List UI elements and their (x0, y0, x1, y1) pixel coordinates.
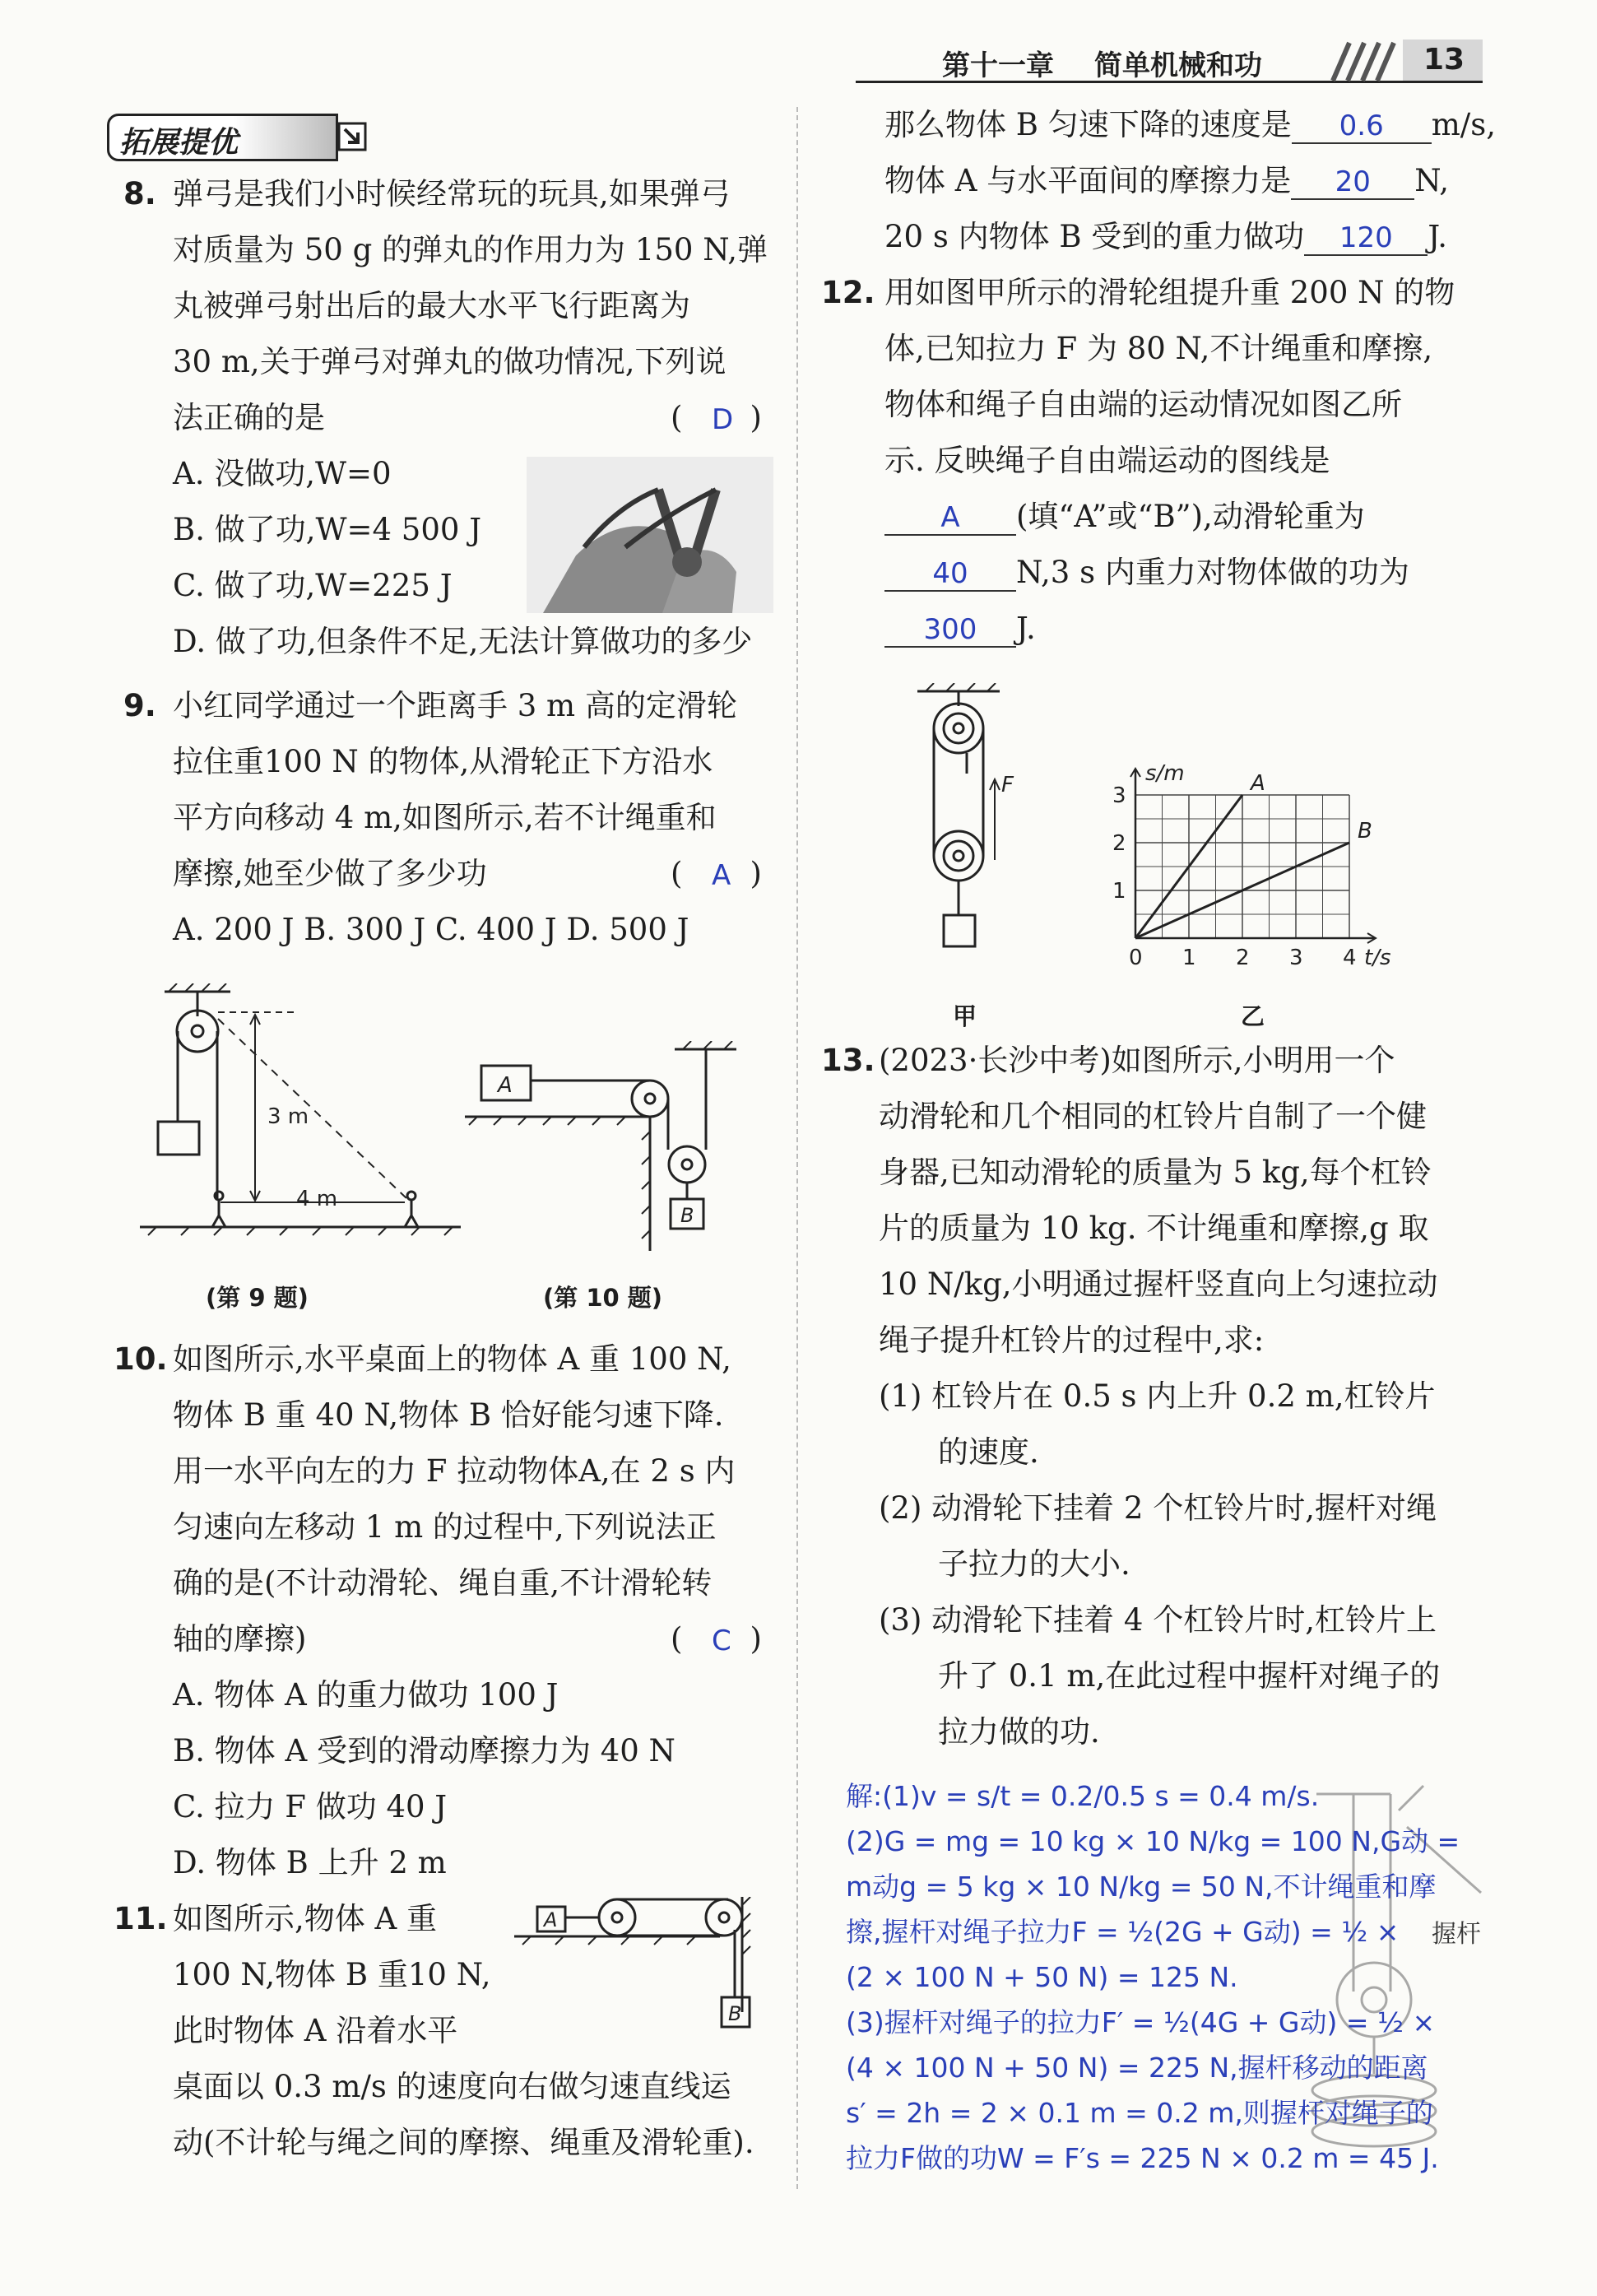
fig12-jia-caption: 甲 (953, 1002, 977, 1030)
q11-cont-line (884, 161, 1449, 201)
q8-line: 30 m,关于弹弓对弹丸的做功情况,下列说 (173, 344, 727, 379)
q10-line: 确的是(不计动滑轮、绳自重,不计滑轮转 (173, 1565, 713, 1601)
q13-sub-3: (3) 动滑轮下挂着 4 个杠铃片时,杠铃片上 (879, 1602, 1437, 1638)
solution-line: (3)握杆对绳子的拉力F′ = ½(4G + G动) = ½ × (846, 2006, 1436, 2038)
header-stripes (1325, 41, 1399, 82)
solution-line: (2)G = mg = 10 kg × 10 N/kg = 100 N,G动 = (846, 1825, 1460, 1857)
fig12-force-label: F (1001, 773, 1014, 797)
series-label-A: A (1251, 771, 1265, 796)
fig9-distance-label: 4 m (296, 1187, 338, 1211)
q13-sub-2: 子拉力的大小. (938, 1546, 1130, 1582)
q12-blank-text: J. (1016, 611, 1036, 646)
q11-number: 11. (114, 1901, 168, 1936)
q13-sub-3: 拉力做的功. (938, 1714, 1100, 1750)
q10-option: C. 拉力 F 做功 40 J (173, 1789, 448, 1824)
q13-line: (2023·长沙中考)如图所示,小明用一个 (879, 1043, 1395, 1078)
solution-line: (4 × 100 N + 50 N) = 225 N,握杆移动的距离 (846, 2052, 1428, 2084)
y-axis-label: s/m (1145, 761, 1185, 786)
q11-line: 如图所示,物体 A 重 (173, 1901, 438, 1936)
q12-line: 用如图甲所示的滑轮组提升重 200 N 的物 (884, 275, 1455, 310)
q9-answer: A (712, 859, 731, 892)
figure-9 (140, 983, 461, 1255)
figure-11 (514, 1897, 765, 2045)
x-tick-label: 4 (1343, 946, 1357, 970)
solution-line: (2 × 100 N + 50 N) = 125 N. (846, 1961, 1238, 1993)
q11-line: 此时物体 A 沿着水平 (173, 2013, 458, 2048)
header-section: 简单机械和功 (1094, 49, 1262, 82)
header-chapter: 第十一章 (942, 49, 1054, 82)
q13-sub-1: 的速度. (938, 1434, 1039, 1470)
fig10-label-a: A (498, 1073, 513, 1098)
q12-line: 示. 反映绳子自由端运动的图线是 (884, 443, 1330, 478)
q13-line: 10 N/kg,小明通过握杆竖直向上匀速拉动 (879, 1267, 1438, 1302)
solution-line: s′ = 2h = 2 × 0.1 m = 0.2 m,则握杆对绳子的 (846, 2097, 1433, 2129)
q13-line: 动滑轮和几个相同的杠铃片自制了一个健 (879, 1099, 1427, 1134)
slingshot-photo (527, 457, 773, 613)
q9-options: A. 200 J B. 300 J C. 400 J D. 500 J (173, 912, 689, 947)
q10-option: D. 物体 B 上升 2 m (173, 1845, 447, 1880)
q12-blank-text: (填“A”或“B”),动滑轮重为 (1016, 499, 1365, 534)
q9-answer-paren: ( ) (671, 856, 762, 891)
q8-option: B. 做了功,W=4 500 J (173, 512, 482, 547)
q11-answer-work: 120 (1339, 221, 1393, 254)
solution-line: m动g = 5 kg × 10 N/kg = 50 N,不计绳重和摩 (846, 1871, 1437, 1903)
section-banner (107, 114, 338, 161)
banner-arrow-icon (337, 122, 367, 151)
q12-line: 物体和绳子自由端的运动情况如图乙所 (884, 387, 1402, 422)
q13-sub-3: 升了 0.1 m,在此过程中握杆对绳子的 (938, 1658, 1441, 1694)
fig13-handle-label: 握杆 (1432, 1920, 1481, 1949)
banner-title: 拓展提优 (119, 125, 239, 160)
q11-cont-text: 物体 A 与水平面间的摩擦力是 (884, 163, 1292, 198)
q10-number: 10. (114, 1341, 168, 1377)
q8-option: C. 做了功,W=225 J (173, 568, 453, 603)
y-tick-label: 3 (1112, 783, 1126, 808)
q8-option: A. 没做功,W=0 (173, 456, 392, 491)
figure-10 (465, 1041, 745, 1255)
q11-cont-line (884, 105, 1496, 145)
fig11-label-b: B (728, 2002, 742, 2025)
q11-line: 桌面以 0.3 m/s 的速度向右做匀速直线运 (173, 2069, 731, 2104)
q10-option: B. 物体 A 受到的滑动摩擦力为 40 N (173, 1733, 675, 1768)
q10-line: 用一水平向左的力 F 拉动物体A,在 2 s 内 (173, 1453, 736, 1489)
q12-blank-line (884, 609, 1036, 648)
solution-line: 拉力F做的功W = F′s = 225 N × 0.2 m = 45 J. (846, 2142, 1439, 2174)
q11-cont-unit: m/s, (1431, 107, 1497, 142)
q12-blank-line (884, 497, 1365, 537)
x-tick-label: 3 (1289, 946, 1303, 970)
fig10-caption: (第 10 题) (543, 1284, 663, 1312)
q8-answer: D (712, 403, 734, 436)
q12-answer-work: 300 (923, 613, 977, 646)
figure-12-jia (909, 683, 1033, 963)
q13-number: 13. (821, 1043, 875, 1078)
q13-line: 绳子提升杠铃片的过程中,求: (879, 1322, 1265, 1358)
x-tick-label: 2 (1236, 946, 1250, 970)
q13-line: 身器,已知动滑轮的质量为 5 kg,每个杠铃 (879, 1155, 1432, 1190)
q8-line: 丸被弹弓射出后的最大水平飞行距离为 (173, 288, 690, 323)
q8-number: 8. (123, 176, 156, 211)
q11-cont-unit: J. (1428, 219, 1448, 254)
solution-line: 解:(1)v = s/t = 0.2/0.5 s = 0.4 m/s. (846, 1780, 1320, 1812)
q12-number: 12. (821, 275, 875, 310)
q12-blank-line (884, 553, 1409, 593)
q9-line: 拉住重100 N 的物体,从滑轮正下方沿水 (173, 744, 713, 779)
page-header (856, 40, 1483, 87)
page-number: 13 (1423, 43, 1465, 77)
q10-answer: C (712, 1624, 731, 1657)
q12-answer-line: A (940, 501, 960, 534)
x-tick-label: 0 (1129, 946, 1143, 970)
q10-line: 匀速向左移动 1 m 的过程中,下列说法正 (173, 1509, 717, 1545)
y-tick-label: 1 (1112, 879, 1126, 904)
q8-answer-paren: ( ) (671, 400, 762, 435)
q11-cont-unit: N, (1414, 163, 1450, 198)
q13-sub-1: (1) 杠铃片在 0.5 s 内上升 0.2 m,杠铃片 (879, 1378, 1436, 1414)
q10-line: 轴的摩擦) (173, 1621, 307, 1657)
q11-answer-speed: 0.6 (1339, 109, 1384, 142)
q8-line: 对质量为 50 g 的弹丸的作用力为 150 N,弹 (173, 232, 768, 267)
q11-line: 100 N,物体 B 重10 N, (173, 1957, 491, 1992)
q9-line: 平方向移动 4 m,如图所示,若不计绳重和 (173, 800, 717, 835)
column-divider (796, 107, 798, 2189)
q8-line: 法正确的是 (173, 400, 325, 435)
q12-line: 体,已知拉力 F 为 80 N,不计绳重和摩擦, (884, 331, 1433, 366)
q9-number: 9. (123, 688, 156, 723)
fig10-label-b: B (680, 1204, 694, 1227)
solution-line: 擦,握杆对绳子拉力F = ½(2G + G动) = ½ × (846, 1916, 1400, 1948)
q9-line: 摩擦,她至少做了多少功 (173, 856, 487, 891)
q13-sub-2: (2) 动滑轮下挂着 2 个杠铃片时,握杆对绳 (879, 1490, 1437, 1526)
q11-line: 动(不计轮与绳之间的摩擦、绳重及滑轮重). (173, 2125, 754, 2160)
q8-option: D. 做了功,但条件不足,无法计算做功的多少 (173, 624, 753, 659)
figure-12-yi-chart (1103, 732, 1415, 971)
q10-answer-paren: ( ) (671, 1621, 762, 1657)
fig11-label-a: A (544, 1908, 558, 1931)
y-tick-label: 2 (1112, 831, 1126, 856)
fig9-caption: (第 9 题) (206, 1284, 309, 1312)
q13-line: 片的质量为 10 kg. 不计绳重和摩擦,g 取 (879, 1211, 1429, 1246)
x-axis-label: t/s (1364, 946, 1391, 970)
series-label-B: B (1358, 819, 1372, 844)
fig9-height-label: 3 m (267, 1104, 309, 1129)
q12-blank-text: N,3 s 内重力对物体做的功为 (1016, 555, 1409, 590)
q10-option: A. 物体 A 的重力做功 100 J (173, 1677, 559, 1713)
q11-cont-line (884, 217, 1447, 257)
q8-line: 弹弓是我们小时候经常玩的玩具,如果弹弓 (173, 176, 731, 211)
q12-answer-pulley: 40 (932, 557, 968, 590)
q11-cont-text: 20 s 内物体 B 受到的重力做功 (884, 219, 1305, 254)
q9-line: 小红同学通过一个距离手 3 m 高的定滑轮 (173, 688, 737, 723)
q10-line: 物体 B 重 40 N,物体 B 恰好能匀速下降. (173, 1397, 724, 1433)
q11-cont-text: 那么物体 B 匀速下降的速度是 (884, 107, 1292, 142)
x-tick-label: 1 (1182, 946, 1196, 970)
q11-answer-friction: 20 (1335, 165, 1371, 198)
fig12-yi-caption: 乙 (1241, 1002, 1265, 1030)
q10-line: 如图所示,水平桌面上的物体 A 重 100 N, (173, 1341, 731, 1377)
